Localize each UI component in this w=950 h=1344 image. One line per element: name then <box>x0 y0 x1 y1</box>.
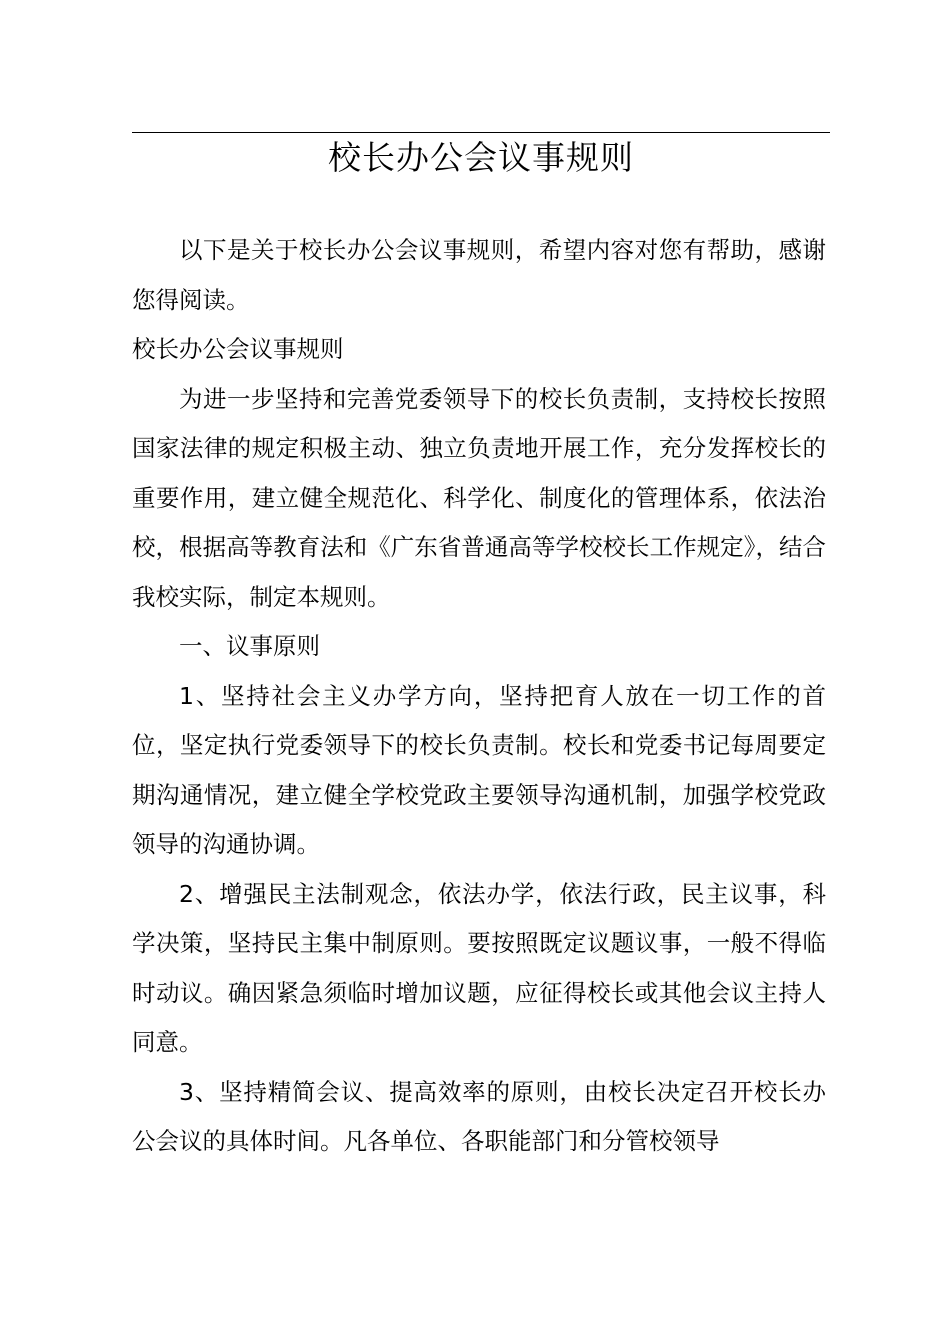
header-rule <box>132 132 830 133</box>
paragraph-item-2: 2、增强民主法制观念，依法办学，依法行政，民主议事，科学决策，坚持民主集中制原则。要按照既定议题议事，一般不得临时动议。确因紧急须临时增加议题，应征得校长或其他会议主持人同意。 <box>132 879 826 1056</box>
section-heading: 一、议事原则 <box>179 632 320 660</box>
document-title: 校长办公会议事规则 <box>328 138 634 177</box>
paragraph-subtitle: 校长办公会议事规则 <box>132 335 344 363</box>
paragraph-item-1: 1、坚持社会主义办学方向，坚持把育人放在一切工作的首位，坚定执行党委领导下的校长负责制。校长和党委书记每周要定期沟通情况，建立健全学校党政主要领导沟通机制，加强学校党政领导的沟通协调。 <box>132 681 826 858</box>
paragraph-preamble: 为进一步坚持和完善党委领导下的校长负责制，支持校长按照国家法律的规定积极主动、独立负责地开展工作，充分发挥校长的重要作用，建立健全规范化、科学化、制度化的管理体系，依法治校，根据高等教育法和《广东省普通高等学校校长工作规定》，结合我校实际，制定本规则。 <box>132 384 826 611</box>
document-body <box>132 226 826 1167</box>
paragraph-item-3: 3、坚持精简会议、提高效率的原则，由校长决定召开校长办公会议的具体时间。凡各单位、各职能部门和分管校领导 <box>132 1077 826 1155</box>
paragraph-intro: 以下是关于校长办公会议事规则，希望内容对您有帮助，感谢您得阅读。 <box>132 236 826 314</box>
